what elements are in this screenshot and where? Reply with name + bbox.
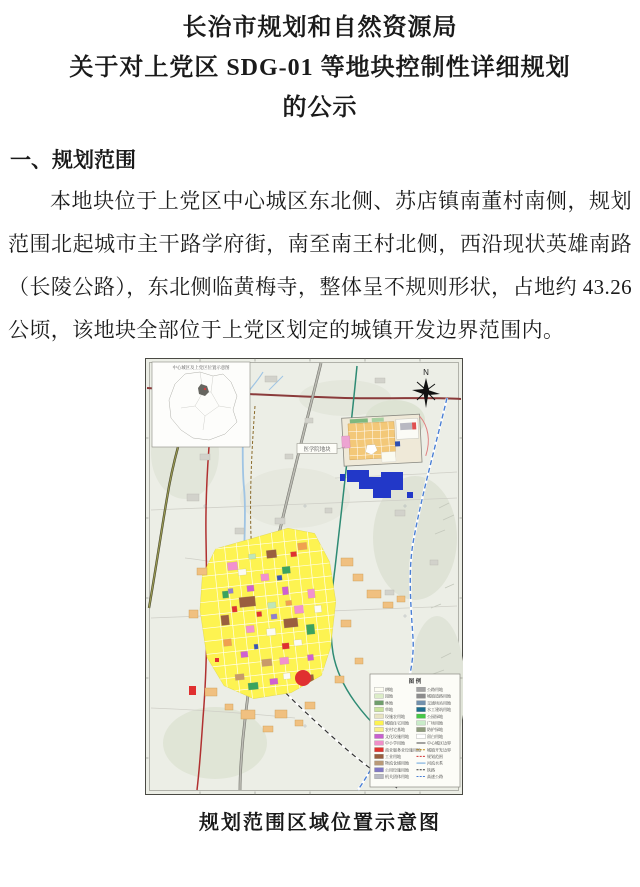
- legend-swatch: [375, 761, 384, 765]
- legend-label: 铁路: [427, 767, 435, 773]
- title-line-3: 的公示: [282, 95, 358, 121]
- north-label: N: [423, 368, 429, 377]
- legend-swatch: [417, 701, 426, 705]
- legend-swatch: [375, 694, 384, 698]
- legend-label: 规划范围: [427, 754, 443, 759]
- legend-label: 城镇住宅用地: [385, 720, 409, 726]
- legend-label: 中小学用地: [385, 740, 405, 746]
- legend-swatch: [417, 694, 426, 698]
- legend-label: 工业用地: [385, 754, 401, 759]
- legend-label: 公路用地: [427, 687, 443, 692]
- legend-label: 水工建筑用地: [427, 707, 451, 713]
- legend-label: 公用设施用地: [385, 767, 409, 773]
- legend-label: 城镇道路用地: [427, 693, 451, 699]
- legend-label: 广场用地: [427, 720, 443, 726]
- plot-label: 医学院地块: [303, 447, 331, 453]
- figure-caption: 规划范围区域位置示意图: [199, 812, 441, 834]
- legend-swatch: [375, 687, 384, 691]
- title-line-1: 长治市规划和自然资源局: [182, 15, 458, 41]
- inset-map: [152, 362, 250, 447]
- legend-swatch: [375, 754, 384, 758]
- planning-map-svg: [145, 358, 463, 795]
- legend-swatch: [417, 727, 426, 731]
- legend-swatch: [375, 734, 384, 738]
- section-heading: 一、规划范围: [10, 148, 136, 172]
- title-line-2: 关于对上党区 SDG-01 等地块控制性详细规划: [69, 55, 571, 81]
- legend-label: 交通场站用地: [427, 700, 451, 706]
- legend-swatch: [417, 707, 426, 711]
- legend-label: 文化设施用地: [385, 733, 409, 739]
- legend-swatch: [375, 768, 384, 772]
- legend-label: 河流水系: [427, 760, 443, 766]
- legend-label: 机关团体用地: [385, 774, 409, 780]
- planning-map-figure: [145, 358, 463, 795]
- legend-swatch: [375, 707, 384, 711]
- legend-label: 园地: [385, 693, 393, 699]
- legend-label: 物流仓储用地: [385, 760, 409, 766]
- legend-label: 高速公路: [427, 774, 443, 780]
- legend-label: 草地: [385, 707, 393, 713]
- legend-label: 林地: [385, 700, 393, 706]
- legend-title: 图 例: [408, 679, 422, 685]
- legend-swatch: [375, 714, 384, 718]
- legend-swatch: [375, 748, 384, 752]
- legend-label: 城镇开发边界: [427, 747, 451, 753]
- legend-label: 留白用地: [427, 733, 443, 739]
- legend-swatch: [417, 687, 426, 691]
- legend-label: 耕地: [385, 687, 393, 692]
- document-title: [0, 0, 640, 128]
- legend-swatch: [417, 714, 426, 718]
- legend-label: 农村宅基地: [385, 727, 405, 733]
- legend-swatch: [375, 727, 384, 731]
- legend-label: 商业服务业设施用地: [385, 747, 421, 753]
- legend-swatch: [375, 774, 384, 778]
- legend-label: 中心城区边界: [427, 740, 451, 746]
- legend-swatch: [375, 741, 384, 745]
- legend-label: 公园绿地: [427, 713, 443, 719]
- legend-swatch: [375, 701, 384, 705]
- legend-swatch: [417, 734, 426, 738]
- legend-swatch: [417, 721, 426, 725]
- inset-title: 中心城区及上党区位置示意图: [172, 365, 230, 370]
- body-paragraph: 本地块位于上党区中心城区东北侧、苏店镇南董村南侧，规划范围北起城市主干路学府街，南至南王村北侧，西沿现状英雄南路（长陵公路），东北侧临黄梅寺，整体呈不规则形状，占地约 43.26 公顷，该地块全部位于上党区划定的城镇开发边界范围内。: [8, 189, 632, 342]
- legend-swatch: [375, 721, 384, 725]
- legend-label: 防护绿地: [427, 727, 443, 733]
- legend-box: [370, 674, 460, 787]
- campus-cluster: [341, 414, 430, 466]
- legend-label: 设施农用地: [385, 713, 405, 719]
